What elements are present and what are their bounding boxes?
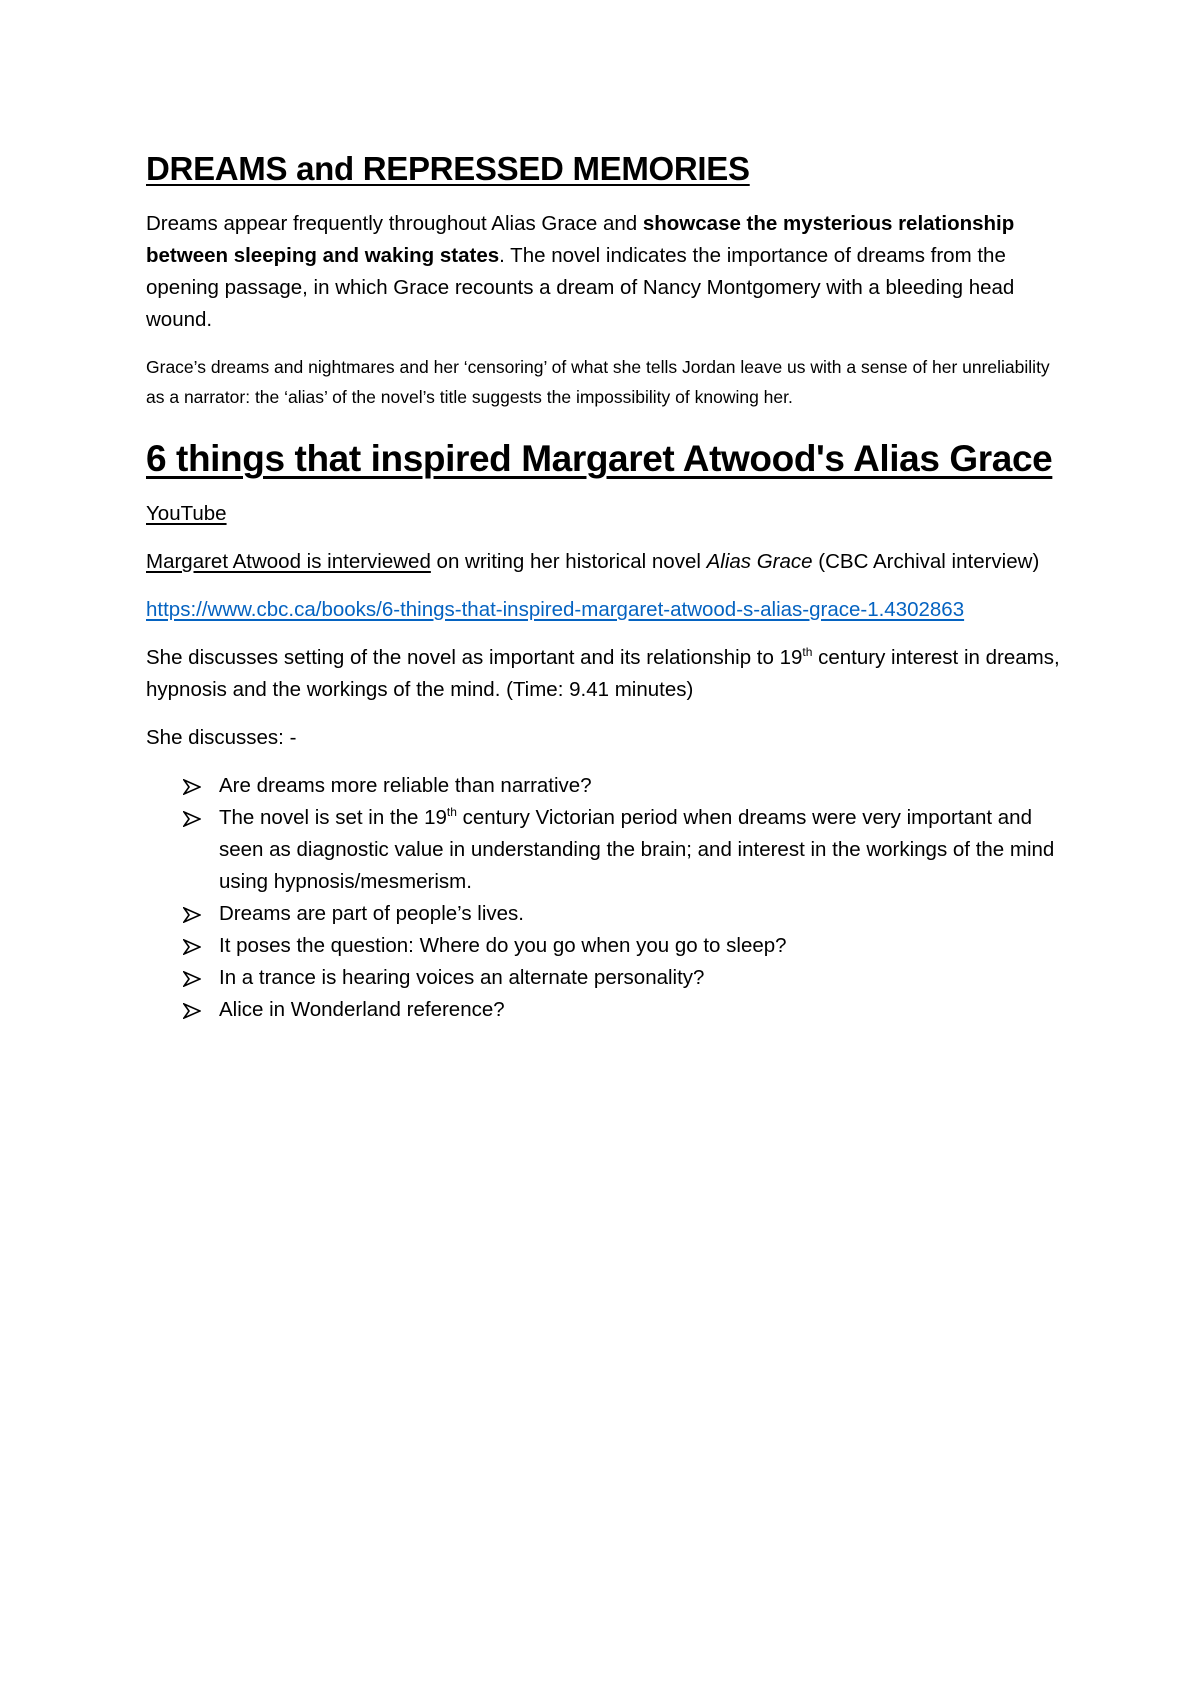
bullet-superscript: th	[446, 805, 457, 820]
arrowhead-bullet-icon	[183, 939, 201, 955]
list-item	[183, 770, 1066, 802]
bullet-text: Alice in Wonderland reference?	[219, 998, 505, 1021]
intro-bold-text: showcase the mysterious relationship between sleeping and waking states	[146, 212, 1015, 267]
url-paragraph	[146, 594, 1066, 626]
bullet-text: Dreams are part of people’s lives.	[219, 902, 524, 925]
bullet-text: It poses the question: Where do you go when you go to sleep?	[219, 934, 787, 957]
bullet-text-pre: The novel is set in the 19	[219, 806, 447, 829]
bullet-text: Are dreams more reliable than narrative?	[219, 774, 592, 797]
discussion-bullet-list	[146, 770, 1066, 1026]
arrowhead-bullet-icon	[183, 971, 201, 987]
source-label	[146, 498, 1066, 530]
discusses-label: She discusses: -	[146, 726, 297, 749]
list-item	[183, 962, 1066, 994]
list-item	[183, 930, 1066, 962]
youtube-link[interactable]: YouTube	[146, 502, 227, 525]
list-item	[183, 898, 1066, 930]
document-page	[146, 150, 1066, 1026]
interview-link[interactable]: Margaret Atwood is interviewed	[146, 550, 431, 573]
novel-title: Alias Grace	[706, 550, 813, 573]
summary-part2: century interest in dreams, hypnosis and the workings of the mind. (Time: 9.41 minutes)	[146, 646, 1060, 701]
arrowhead-bullet-icon	[183, 779, 201, 795]
intro-lead-text: Dreams appear frequently throughout Alias Grace and	[146, 212, 643, 235]
summary-paragraph	[146, 642, 1066, 706]
summary-superscript: th	[802, 645, 813, 660]
arrowhead-bullet-icon	[183, 1003, 201, 1019]
intro-paragraph	[146, 208, 1066, 336]
bullet-text: In a trance is hearing voices an alternate personality?	[219, 966, 705, 989]
arrowhead-bullet-icon	[183, 907, 201, 923]
section-heading-dreams: DREAMS and REPRESSED MEMORIES	[146, 150, 750, 187]
interview-paragraph	[146, 546, 1066, 578]
interview-middle-text: on writing her historical novel	[430, 550, 707, 573]
summary-part1: She discusses setting of the novel as important and its relationship to 19	[146, 646, 803, 669]
list-item	[183, 802, 1066, 898]
interview-end-text: (CBC Archival interview)	[812, 550, 1040, 573]
arrowhead-bullet-icon	[183, 811, 201, 827]
cbc-url-link[interactable]: https://www.cbc.ca/books/6-things-that-inspired-margaret-atwood-s-alias-grace-1.4302863	[146, 598, 965, 621]
list-item	[183, 994, 1066, 1026]
bullet-text-post: century Victorian period when dreams were very important and seen as diagnostic value in understanding the brain; and interest in the workings of the mind using hypnosis/mesmerism.	[219, 806, 1055, 893]
section-heading-inspired: 6 things that inspired Margaret Atwood's Alias Grace	[146, 438, 1053, 479]
intro-rest-text: . The novel indicates the importance of dreams from the opening passage, in which Grace recounts a dream of Nancy Montgomery with a bleeding head wound.	[146, 244, 1015, 331]
unreliability-paragraph: Grace’s dreams and nightmares and her ‘censoring’ of what she tells Jordan leave us with a sense of her unreliability as a narrator: the ‘alias’ of the novel’s title suggests the impossibility of knowing her.	[146, 357, 1050, 407]
